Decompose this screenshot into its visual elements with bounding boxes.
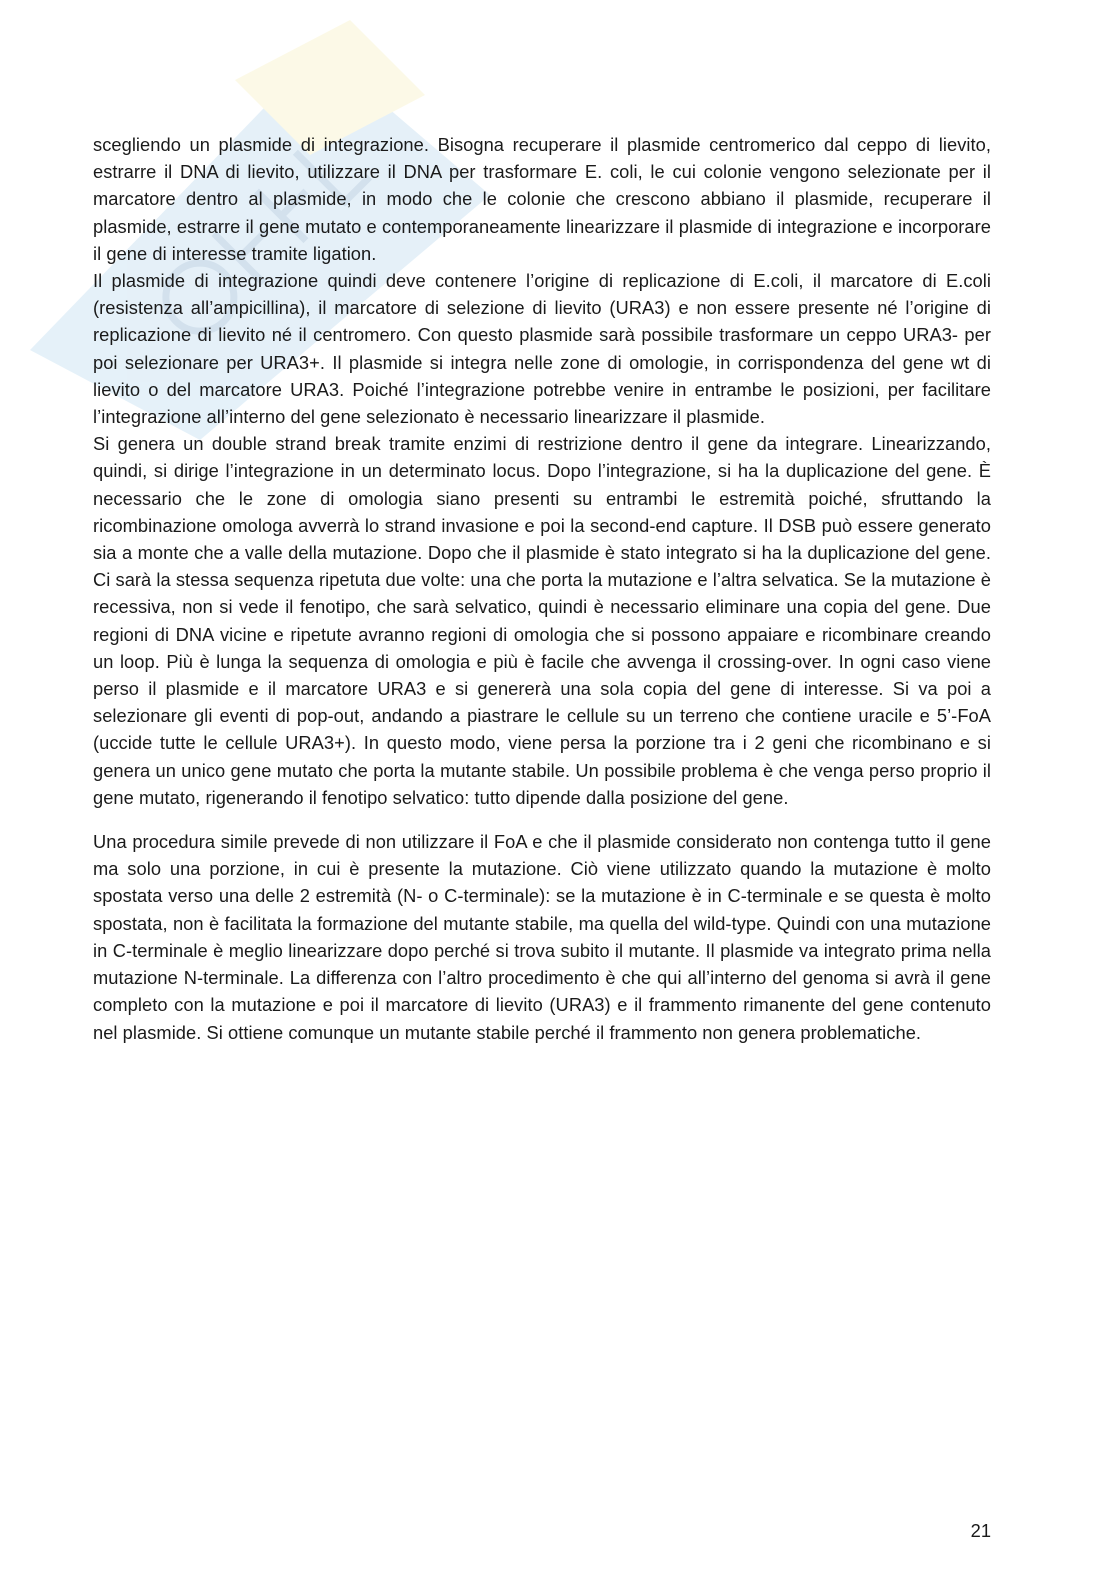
paragraph-2: Il plasmide di integrazione quindi deve contenere l’origine di replicazione di E.coli, il marcatore di E.coli (resistenza all’ampicillina), il marcatore di selezione di lievito (URA3) e non essere presente né l’origine di replicazione di lievito né il centromero. Con questo plasmide sarà possibile trasformare un ceppo URA3- per poi selezionare per URA3+. Il plasmide si integra nelle zone di omologie, in corrispondenza del gene wt di lievito o del marcatore URA3. Poiché l’integrazione potrebbe venire in entrambe le posizioni, per facilitare l’integrazione all’interno del gene selezionato è necessario linearizzare il plasmide. (93, 270, 991, 428)
paragraph-4: Una procedura simile prevede di non utilizzare il FoA e che il plasmide considerato non contenga tutto il gene ma solo una porzione, in cui è presente la mutazione. Ciò viene utilizzato quando la mutazione è molto spostata verso una delle 2 estremità (N- o C-terminale): se la mutazione è in C-terminale e se questa è molto spostata, non è facilitata la formazione del mutante stabile, ma quella del wild-type. Quindi con una mutazione in C-terminale è meglio linearizzare dopo perché si trova subito il mutante. Il plasmide va integrato prima nella mutazione N-terminale. La differenza con l’altro procedimento è che qui all’interno del genoma si avrà il gene completo con la mutazione e poi il marcatore di lievito (URA3) e il frammento rimanente del gene contenuto nel plasmide. Si ottiene comunque un mutante stabile perché il frammento non genera problematiche. (93, 831, 991, 1043)
page-number: 21 (970, 1520, 991, 1541)
paragraph-1: scegliendo un plasmide di integrazione. Bisogna recuperare il plasmide centromerico dal ceppo di lievito, estrarre il DNA di lievito, utilizzare il DNA per trasformare E. coli, le cui colonie vengono selezionate per il marcatore dentro al plasmide, in modo che le colonie che crescono abbiano il plasmide, recuperare il plasmide, estrarre il gene mutato e contemporaneamente linearizzare il plasmide di integrazione e incorporare il gene di interesse tramite ligation. (93, 134, 991, 264)
page-body (93, 131, 991, 1046)
paragraph-3: Si genera un double strand break tramite enzimi di restrizione dentro il gene da integrare. Linearizzando, quindi, si dirige l’integrazione in un determinato locus. Dopo l’integrazione, si ha la duplicazione del gene. È necessario che le zone di omologia siano presenti su entrambi le estremità poiché, sfruttando la ricombinazione omologa avverrà lo strand invasione e poi la second-end capture. Il DSB può essere generato sia a monte che a valle della mutazione. Dopo che il plasmide è stato integrato si ha la duplicazione del gene. Ci sarà la stessa sequenza ripetuta due volte: una che porta la mutazione e l’altra selvatica. Se la mutazione è recessiva, non si vede il fenotipo, che sarà selvatico, quindi è necessario eliminare una copia del gene. Due regioni di DNA vicine e ripetute avranno regioni di omologia che si possono appaiare e ricombinare creando un loop. Più è lunga la sequenza di omologia e più è facile che avvenga il crossing-over. In ogni caso viene perso il plasmide e il marcatore URA3 e si genererà una sola copia del gene di interesse. Si va poi a selezionare gli eventi di pop-out, andando a piastrare le cellule su un terreno che contiene uracile e 5’-FoA (uccide tutte le cellule URA3+). In questo modo, viene persa la porzione tra i 2 geni che ricombinano e si genera un unico gene mutato che porta la mutante stabile. Un possibile problema è che venga perso proprio il gene mutato, rigenerando il fenotipo selvatico: tutto dipende dalla posizione del gene. (93, 433, 991, 808)
